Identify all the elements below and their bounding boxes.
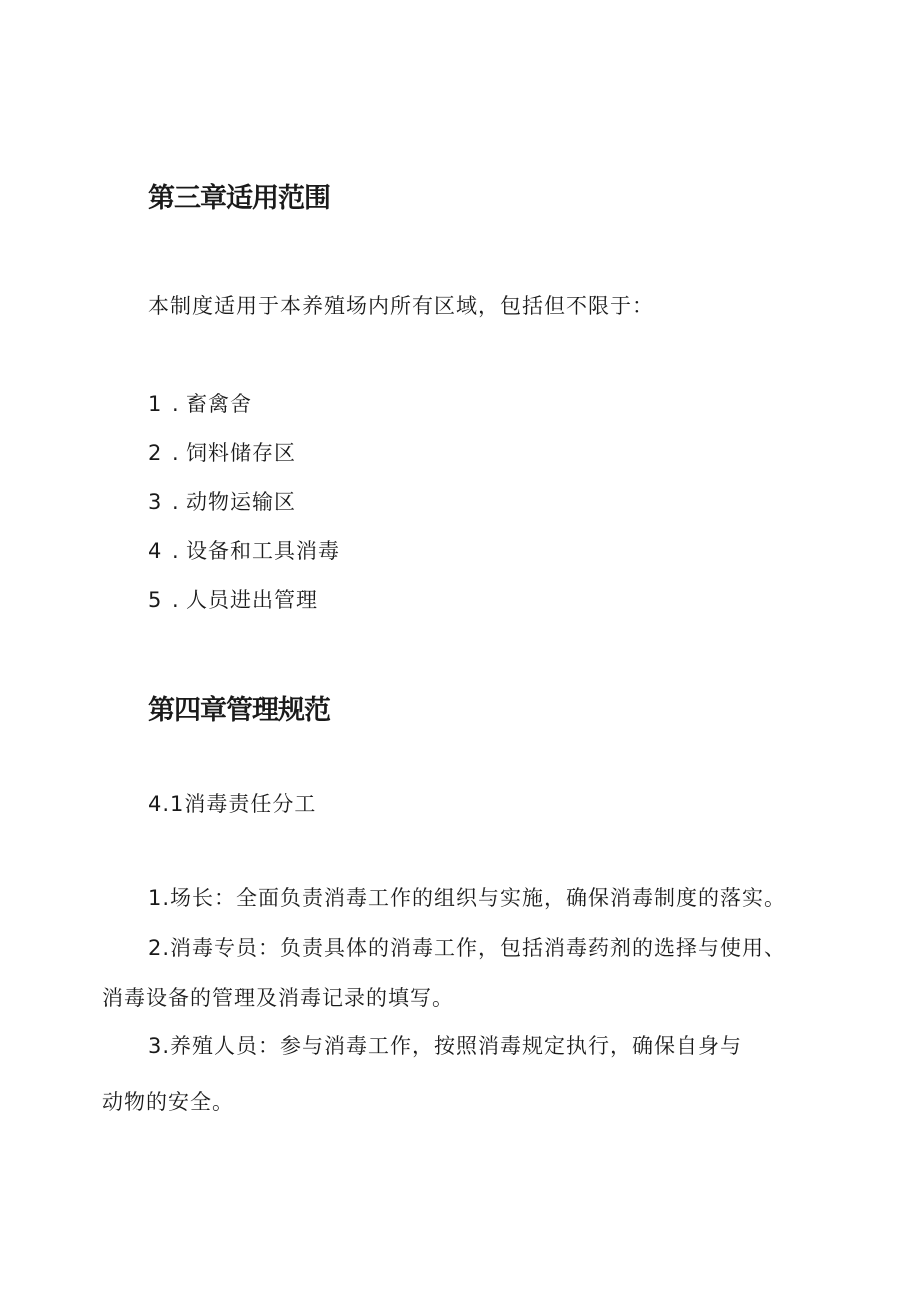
list-item-text: 畜禽舍	[186, 392, 252, 416]
list-item-text: 动物运输区	[186, 490, 296, 514]
list-item-text: 饲料储存区	[186, 441, 296, 465]
list-item-number: 5	[148, 588, 163, 612]
chapter4-heading: 第四章管理规范	[148, 695, 330, 726]
paragraph-1: 1.场长：全面负责消毒工作的组织与实施，确保消毒制度的落实。	[148, 886, 787, 910]
list-item-separator: .	[172, 441, 180, 465]
list-item-text: 人员进出管理	[186, 588, 318, 612]
list-item-text: 设备和工具消毒	[186, 539, 340, 563]
list-item-separator: .	[172, 490, 180, 514]
list-item-separator: .	[172, 539, 180, 563]
paragraph-3-line-2: 动物的安全。	[102, 1090, 234, 1114]
chapter3-heading: 第三章适用范围	[148, 183, 330, 214]
list-item	[148, 437, 296, 467]
list-item-separator: .	[172, 588, 180, 612]
chapter3-intro: 本制度适用于本养殖场内所有区域，包括但不限于：	[148, 294, 654, 318]
list-item-separator: .	[172, 392, 180, 416]
list-item	[148, 584, 318, 614]
paragraph-2-line-2: 消毒设备的管理及消毒记录的填写。	[102, 986, 454, 1010]
paragraph-3-line-1: 3.养殖人员：参与消毒工作，按照消毒规定执行，确保自身与	[148, 1034, 743, 1058]
section-heading: 4.1消毒责任分工	[148, 792, 317, 816]
list-item-number: 4	[148, 539, 163, 563]
list-item	[148, 535, 340, 565]
list-item	[148, 388, 252, 418]
list-item-number: 3	[148, 490, 163, 514]
list-item	[148, 486, 296, 516]
paragraph-2-line-1: 2.消毒专员：负责具体的消毒工作，包括消毒药剂的选择与使用、	[148, 936, 787, 960]
list-item-number: 1	[148, 392, 163, 416]
list-item-number: 2	[148, 441, 163, 465]
